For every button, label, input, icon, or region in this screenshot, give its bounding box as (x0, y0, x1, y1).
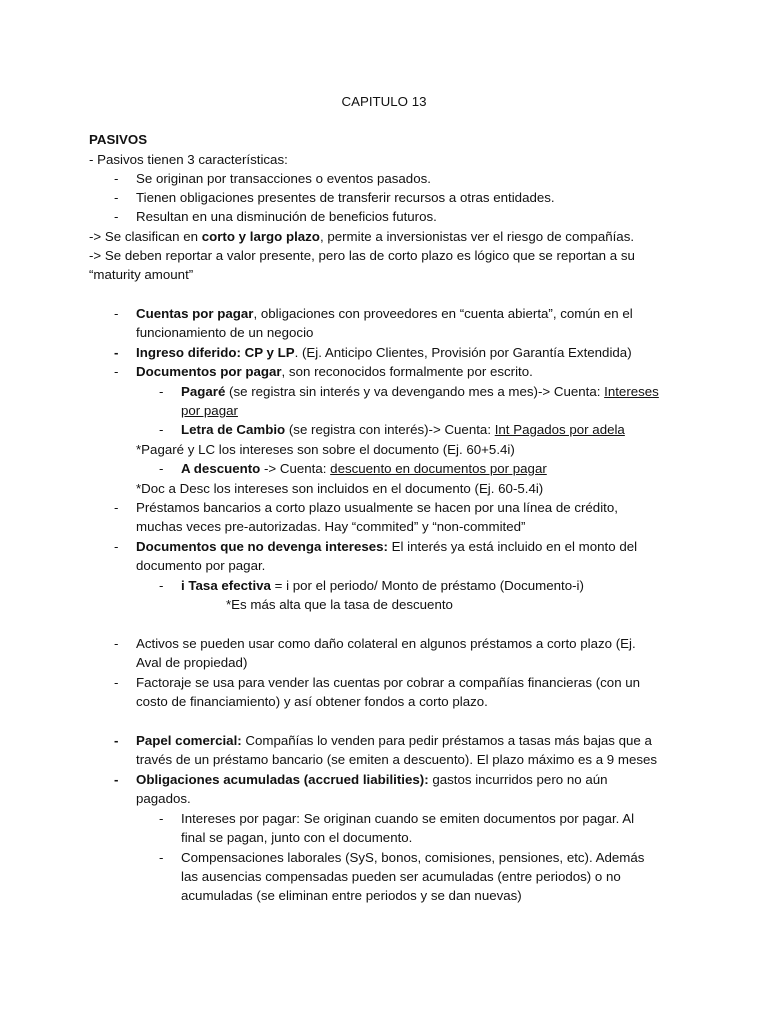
text-run: , permite a inversionistas ver el riesgo de compañías. (319, 229, 635, 244)
present-value-line: -> Se deben reportar a valor presente, pero las de corto plazo es lógico que se reportan a su (89, 248, 635, 263)
bold-text: Obligaciones acumuladas (accrued liabilities): (136, 772, 429, 787)
text-run: -> Se clasifican en (89, 229, 202, 244)
text-run: -> Cuenta: (260, 461, 331, 476)
bold-text: Letra de Cambio (181, 422, 286, 437)
compensaciones-item-cont: acumuladas (se eliminan entre periodos y se dan nuevas) (181, 888, 522, 903)
papel-item-cont: través de un préstamo bancario (se emiten a descuento). El plazo máximo es a 9 meses (136, 752, 658, 767)
bullet-dash: - (114, 772, 119, 787)
compensaciones-item-cont: las ausencias compensadas pueden ser acumuladas (entre periodos) o no (181, 869, 621, 884)
tasa-note: *Es más alta que la tasa de descuento (226, 597, 453, 612)
note-descuento: *Doc a Desc los intereses son incluidos en el documento (Ej. 60-5.4i) (136, 481, 544, 496)
documentos-item (136, 362, 533, 381)
bullet-dash: - (114, 500, 119, 515)
activos-item: Activos se pueden usar como daño colateral en algunos préstamos a corto plazo (Ej. (136, 636, 636, 651)
bullet-dash: - (114, 345, 119, 360)
bullet-dash: - (114, 209, 119, 224)
bold-text: Papel comercial: (136, 733, 242, 748)
page-title: CAPITULO 13 (341, 94, 427, 109)
text-run: Compañías lo venden para pedir préstamos a tasas más bajas que a (241, 733, 652, 748)
bullet-dash: - (114, 733, 119, 748)
underlined-text: Intereses (604, 384, 659, 399)
note-pagare: *Pagaré y LC los intereses son sobre el documento (Ej. 60+5.4i) (136, 442, 515, 457)
obligaciones-item (136, 770, 608, 789)
bullet-dash: - (159, 461, 164, 476)
bold-text: A descuento (181, 461, 261, 476)
underlined-text: Int Pagados por adela (494, 422, 625, 437)
text-run: = i por el periodo/ Monto de préstamo (Documento-i) (270, 578, 584, 593)
classification-line (89, 227, 634, 246)
bullet-dash: - (114, 539, 119, 554)
bullet-dash: - (159, 850, 164, 865)
text-run: (se registra sin interés y va devengando mes a mes)-> Cuenta: (225, 384, 605, 399)
underlined-text: descuento en documentos por pagar (330, 461, 547, 476)
factoraje-item: Factoraje se usa para vender las cuentas por cobrar a compañías financieras (con un (136, 675, 641, 690)
present-value-line-2: “maturity amount” (89, 267, 194, 282)
bold-text: Ingreso diferido: CP y LP (136, 345, 295, 360)
bullet-dash: - (159, 811, 164, 826)
cuentas-item-cont: funcionamiento de un negocio (136, 325, 314, 340)
papel-item (136, 731, 652, 750)
tasa-item (181, 576, 584, 595)
prestamos-item: Préstamos bancarios a corto plazo usualmente se hacen por una línea de crédito, (136, 500, 618, 515)
text-run: (se registra con interés)-> Cuenta: (285, 422, 495, 437)
ingreso-item (136, 343, 632, 362)
no-devenga-item-cont: documento por pagar. (136, 558, 266, 573)
text-run: gastos incurridos pero no aún (428, 772, 608, 787)
pagare-item-cont: por pagar (181, 403, 238, 418)
descuento-item (181, 459, 547, 478)
bullet-dash: - (114, 364, 119, 379)
characteristic-item: Tienen obligaciones presentes de transferir recursos a otras entidades. (136, 190, 555, 205)
intereses-item-cont: final se pagan, junto con el documento. (181, 830, 413, 845)
bold-text: i Tasa efectiva (181, 578, 271, 593)
prestamos-item-cont: muchas veces pre-autorizadas. Hay “commited” y “non-commited” (136, 519, 526, 534)
text-run: , obligaciones con proveedores en “cuenta abierta”, común en el (253, 306, 633, 321)
no-devenga-item (136, 537, 637, 556)
obligaciones-item-cont: pagados. (136, 791, 191, 806)
factoraje-item-cont: costo de financiamiento) y así obtener fondos a corto plazo. (136, 694, 488, 709)
bold-text: Cuentas por pagar (136, 306, 254, 321)
bullet-dash: - (114, 306, 119, 321)
letra-item (181, 420, 625, 439)
bullet-dash: - (159, 384, 164, 399)
bullet-dash: - (159, 422, 164, 437)
bullet-dash: - (114, 675, 119, 690)
intereses-item: Intereses por pagar: Se originan cuando se emiten documentos por pagar. Al (181, 811, 635, 826)
text-run: , son reconocidos formalmente por escrito. (281, 364, 533, 379)
activos-item-cont: Aval de propiedad) (136, 655, 248, 670)
text-run: El interés ya está incluido en el monto del (387, 539, 638, 554)
section-heading: PASIVOS (89, 132, 148, 147)
bullet-dash: - (114, 171, 119, 186)
cuentas-item (136, 304, 633, 323)
bold-text: Documentos por pagar (136, 364, 282, 379)
pagare-item (181, 382, 659, 401)
bold-text: Pagaré (181, 384, 226, 399)
bold-text: Documentos que no devenga intereses: (136, 539, 388, 554)
text-run: . (Ej. Anticipo Clientes, Provisión por Garantía Extendida) (294, 345, 632, 360)
bullet-dash: - (114, 636, 119, 651)
characteristic-item: Se originan por transacciones o eventos pasados. (136, 171, 431, 186)
intro-line: - Pasivos tienen 3 características: (89, 152, 288, 167)
characteristic-item: Resultan en una disminución de beneficios futuros. (136, 209, 437, 224)
bold-text: corto y largo plazo (201, 229, 320, 244)
compensaciones-item: Compensaciones laborales (SyS, bonos, comisiones, pensiones, etc). Además (181, 850, 645, 865)
bullet-dash: - (159, 578, 164, 593)
bullet-dash: - (114, 190, 119, 205)
